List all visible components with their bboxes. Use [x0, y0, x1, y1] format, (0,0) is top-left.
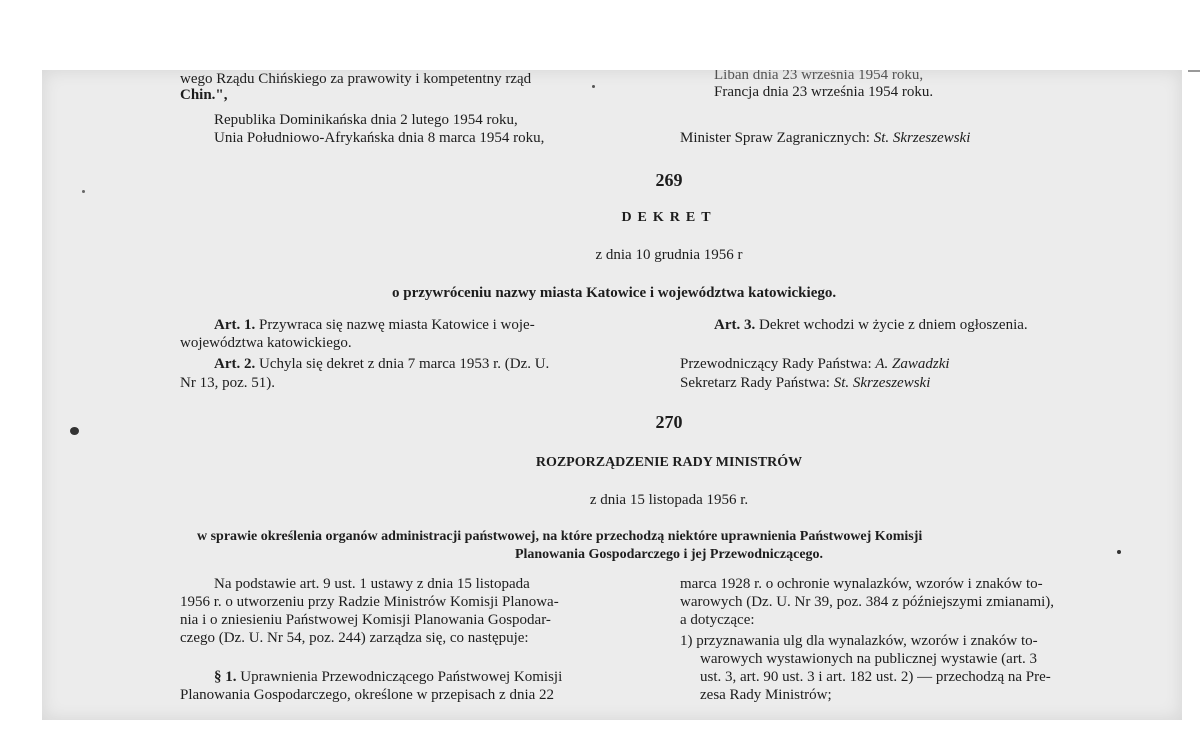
- text-line: Francja dnia 23 września 1954 roku.: [714, 84, 934, 100]
- article-1: [214, 316, 535, 334]
- text-line: ust. 3, art. 90 ust. 3 i art. 182 ust. 2) — przechodzą na Pre-: [700, 669, 1051, 685]
- text-line: Planowania Gospodarczego, określone w przepisach z dnia 22: [180, 687, 555, 703]
- signature-label: Minister Spraw Zagranicznych:: [680, 130, 870, 146]
- signature-label: Przewodniczący Rady Państwa:: [680, 356, 872, 372]
- paragraph-text: Uprawnienia Przewodniczącego Państwowej Komisji: [240, 669, 563, 685]
- article-label: Art. 1.: [214, 317, 256, 333]
- text-line: Liban dnia 23 września 1954 roku,: [714, 70, 924, 83]
- article-3: [714, 316, 1028, 334]
- text-line: czego (Dz. U. Nr 54, poz. 244) zarządza się, co następuje:: [180, 630, 529, 646]
- paragraph-1: [214, 668, 562, 686]
- act-subject: w sprawie określenia organów administracji państwowej, na które przechodzą niektóre uprawnienia Państwowej Komisji: [197, 529, 923, 544]
- scanned-page: [42, 70, 1182, 720]
- text-line: warowych (Dz. U. Nr 39, poz. 384 z późniejszymi zmianami),: [680, 594, 1055, 610]
- act-date: z dnia 15 listopada 1956 r.: [589, 492, 749, 508]
- act-number: 269: [655, 170, 683, 190]
- paragraph-label: § 1.: [214, 669, 237, 685]
- text-line: Unia Południowo-Afrykańska dnia 8 marca 1954 roku,: [214, 130, 545, 146]
- text-line: wego Rządu Chińskiego za prawowity i kompetentny rząd: [180, 71, 532, 87]
- article-text: Uchyla się dekret z dnia 7 marca 1953 r. (Dz. U.: [259, 356, 550, 372]
- act-type: DEKRET: [621, 210, 717, 225]
- text-line: marca 1928 r. o ochronie wynalazków, wzorów i znaków to-: [680, 576, 1043, 592]
- scan-speck: [70, 427, 79, 435]
- signature-block: [680, 129, 970, 147]
- article-label: Art. 2.: [214, 356, 256, 372]
- act-subject: Planowania Gospodarczego i jej Przewodniczącego.: [514, 547, 824, 562]
- signature-name: St. Skrzeszewski: [873, 130, 971, 146]
- article-text: Przywraca się nazwę miasta Katowice i woje-: [259, 317, 535, 333]
- text-line: nia i o zniesieniu Państwowej Komisji Planowania Gospodar-: [180, 612, 551, 628]
- signature-name: St. Skrzeszewski: [833, 375, 931, 391]
- text-line: Nr 13, poz. 51).: [180, 375, 275, 391]
- signature-label: Sekretarz Rady Państwa:: [680, 375, 830, 391]
- list-item: 1) przyznawania ulg dla wynalazków, wzorów i znaków to-: [680, 633, 1038, 649]
- scan-speck: [82, 190, 85, 193]
- text-line: Republika Dominikańska dnia 2 lutego 1954 roku,: [214, 112, 518, 128]
- text-line: a dotyczące:: [680, 612, 755, 628]
- text-line: 1956 r. o utworzeniu przy Radzie Ministrów Komisji Planowa-: [180, 594, 559, 610]
- article-text: Dekret wchodzi w życie z dniem ogłoszenia.: [759, 317, 1028, 333]
- text-line: warowych wystawionych na publicznej wystawie (art. 3: [700, 651, 1037, 667]
- act-type: ROZPORZĄDZENIE RADY MINISTRÓW: [535, 455, 803, 470]
- act-subject: o przywróceniu nazwy miasta Katowice i województwa katowickiego.: [392, 285, 837, 301]
- article-label: Art. 3.: [714, 317, 756, 333]
- text-line: Na podstawie art. 9 ust. 1 ustawy z dnia 15 listopada: [214, 576, 530, 592]
- signature-name: A. Zawadzki: [875, 356, 950, 372]
- text-line: województwa katowickiego.: [180, 335, 352, 351]
- signature-block: [680, 355, 950, 373]
- text-line: zesa Rady Ministrów;: [700, 687, 832, 703]
- scan-speck: [592, 85, 595, 88]
- edge-mark: [1188, 70, 1200, 72]
- signature-block: [680, 374, 930, 392]
- act-number: 270: [655, 412, 683, 432]
- act-date: z dnia 10 grudnia 1956 r: [595, 247, 743, 263]
- scan-speck: [1117, 550, 1121, 554]
- article-2: [214, 355, 549, 373]
- text-line: Chin.",: [180, 87, 228, 103]
